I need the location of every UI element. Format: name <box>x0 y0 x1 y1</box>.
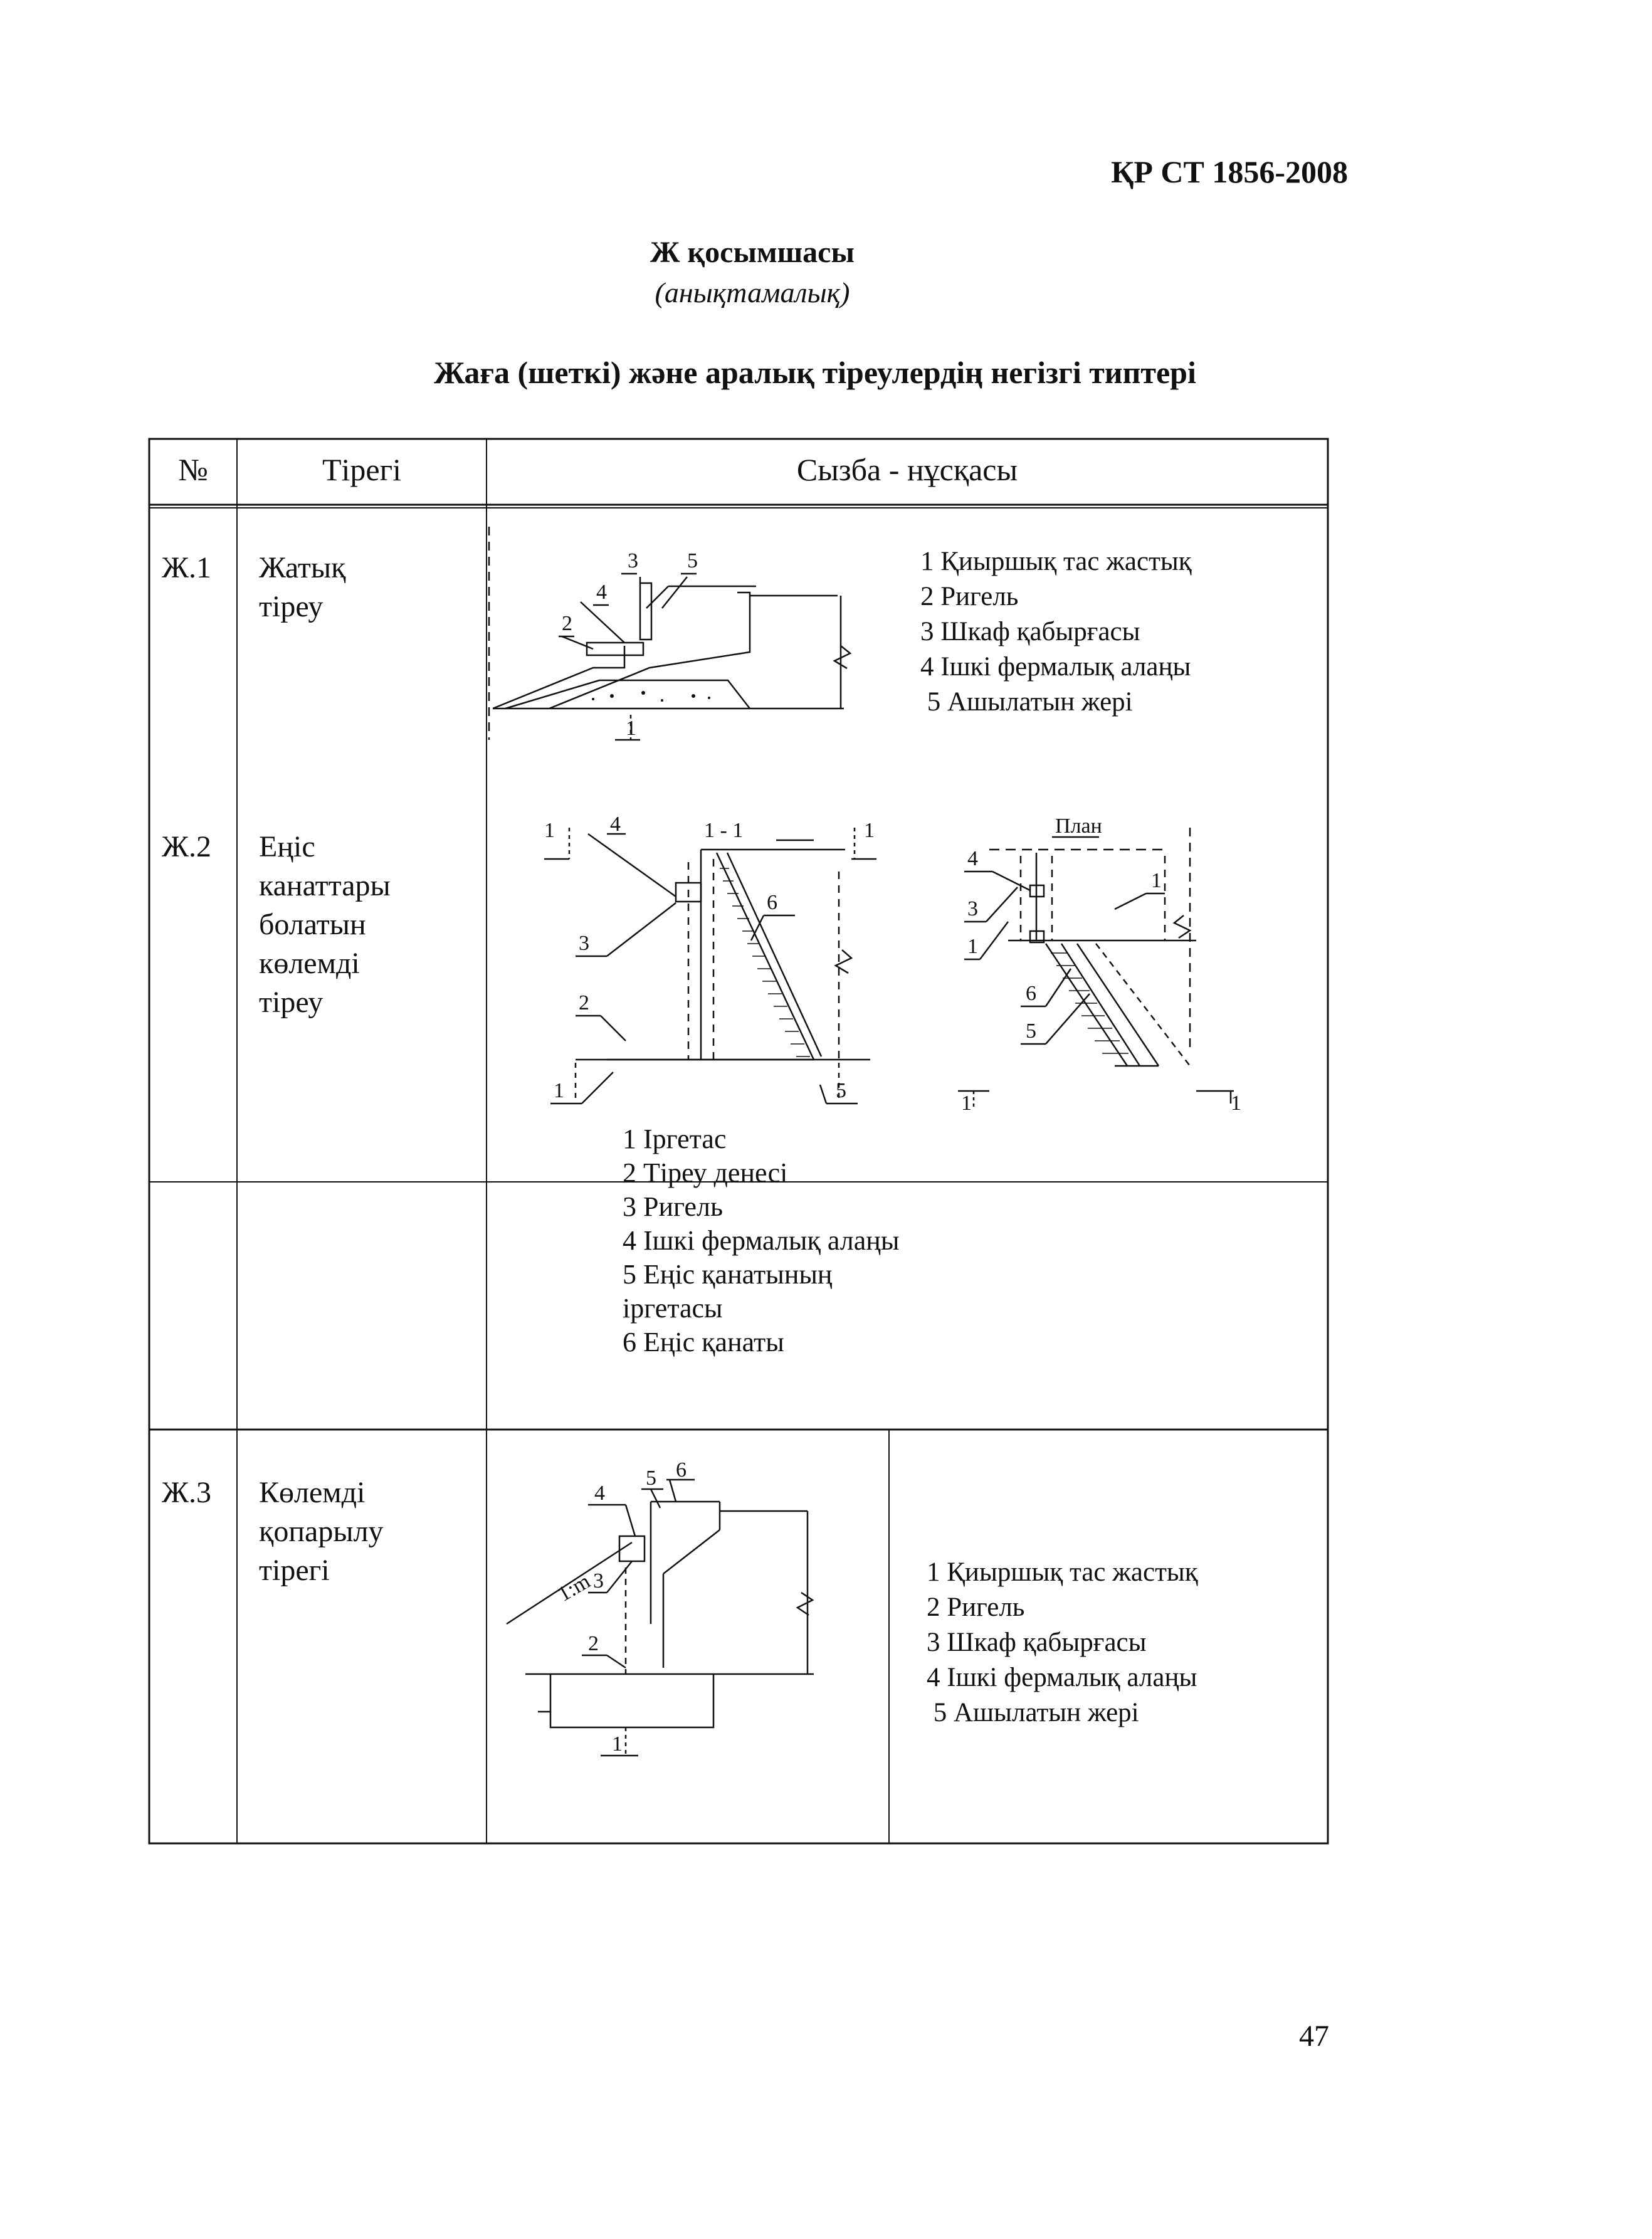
row-1-label-4: 4 <box>596 581 607 604</box>
row-2-section-mark-left: 1 <box>544 819 555 842</box>
column-header-number: № <box>178 452 208 487</box>
row-2-plan-label-5: 5 <box>1026 1019 1036 1043</box>
row-1-drawing <box>487 508 875 759</box>
row-2-plan-drawing <box>952 809 1278 1115</box>
row-2-plan-mark-left: 1 <box>961 1092 972 1115</box>
row-2-label-4: 4 <box>610 813 621 836</box>
row-2-label-3: 3 <box>579 932 589 955</box>
row-1-name: Жатық тіреу <box>259 551 346 623</box>
row-3-label-3: 3 <box>593 1569 604 1593</box>
row-3-number: Ж.3 <box>162 1476 212 1509</box>
row-2-label-5: 5 <box>836 1079 846 1102</box>
row-1-legend: 1 Қиыршық тас жастық 2 Ригель 3 Шкаф қабырғасы 4 Ішкі фермалық алаңы 5 Ашылатын жері <box>920 547 1192 717</box>
row-2-plan-label-1b: 1 <box>1151 869 1162 892</box>
row-1-label-3: 3 <box>628 549 638 572</box>
row-1-label-2: 2 <box>562 612 572 635</box>
column-header-drawing: Сызба - нұсқасы <box>796 452 1018 487</box>
row-2-plan-label-3: 3 <box>967 897 978 920</box>
row-2-name: Еңіс канаттары болатын көлемді тіреу <box>259 830 391 1019</box>
row-3-drawing <box>500 1442 876 1818</box>
row-2-label-2: 2 <box>579 991 589 1014</box>
row-2-section-mark-right: 1 <box>864 819 875 842</box>
row-2-label-6: 6 <box>767 891 777 914</box>
page-number: 47 <box>1299 2020 1329 2053</box>
row-3-name: Көлемді қопарылу тірегі <box>259 1476 384 1587</box>
row-2-label-1: 1 <box>554 1079 564 1102</box>
row-3-label-6: 6 <box>676 1458 687 1482</box>
document-title: Жаға (шеткі) және аралық тіреулердің негізгі типтері <box>434 355 1196 390</box>
annex-title: Ж қосымшасы <box>650 236 855 269</box>
row-3-label-5: 5 <box>646 1467 656 1490</box>
row-3-label-2: 2 <box>588 1632 599 1655</box>
row-1-number: Ж.1 <box>162 551 212 584</box>
row-2-plan-label-4: 4 <box>967 847 978 870</box>
row-2-section-drawing <box>500 809 1014 1135</box>
row-2-plan-title: План <box>1055 814 1102 838</box>
row-1-label-5: 5 <box>687 549 698 572</box>
row-3-legend: 1 Қиыршық тас жастық 2 Ригель 3 Шкаф қабырғасы 4 Ішкі фермалық алаңы 5 Ашылатын жері <box>927 1557 1198 1727</box>
row-1-label-1: 1 <box>626 717 636 740</box>
row-2-plan-label-6: 6 <box>1026 982 1036 1005</box>
column-header-support: Тірегі <box>322 452 402 487</box>
row-2-section-title: 1 - 1 <box>704 819 744 842</box>
row-2-number: Ж.2 <box>162 830 212 863</box>
row-2-plan-label-1a: 1 <box>967 935 978 958</box>
row-3-slope-label: 1:m <box>554 1569 594 1606</box>
annex-subtitle: (анықтамалық) <box>655 277 850 308</box>
row-3-label-1: 1 <box>612 1732 623 1756</box>
standard-code: ҚР СТ 1856-2008 <box>1111 154 1348 189</box>
row-2-plan-mark-right: 1 <box>1231 1092 1241 1115</box>
row-2-legend: 1 Іргетас 2 Тіреу денесі 3 Ригель 4 Ішкі фермалық алаңы 5 Еңіс қанатының іргетасы 6 Еңіс қанаты <box>623 1124 900 1357</box>
row-3-label-4: 4 <box>594 1482 605 1505</box>
